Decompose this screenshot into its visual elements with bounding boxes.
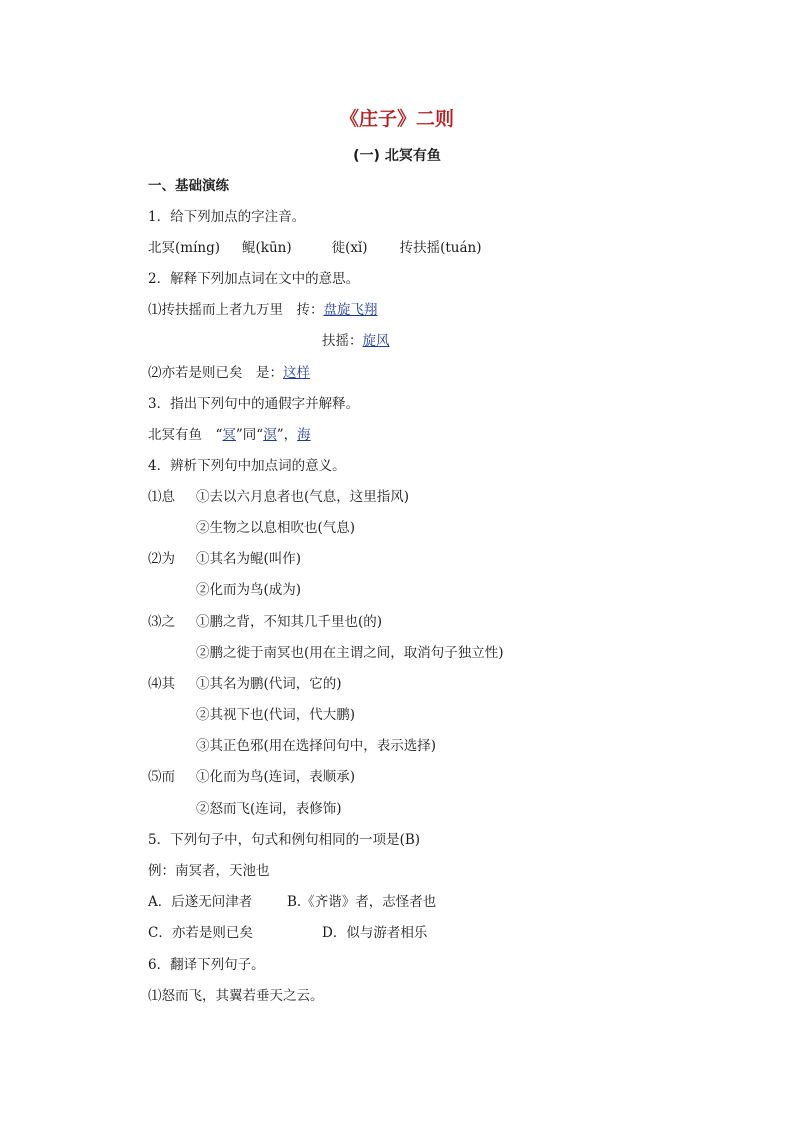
pinyin-item: 徙(xǐ) xyxy=(331,240,368,256)
question-5-example: 例：南冥者，天池也 xyxy=(148,863,270,879)
q4-group-label: ⑶之 xyxy=(148,614,175,630)
pinyin-item: 抟扶摇(tuán) xyxy=(399,240,482,256)
question-2-item-2 xyxy=(148,363,310,383)
q4-item: ②其视下也(代词，代大鹏) xyxy=(196,707,356,723)
option-b: B.《齐谐》者，志怪者也 xyxy=(287,894,437,910)
item-text: ”， xyxy=(276,427,298,443)
option-c: C．亦若是则已矣 xyxy=(148,925,253,941)
q4-item: ②化而为鸟(成为) xyxy=(196,582,302,598)
question-3-answer xyxy=(148,425,311,445)
document-title: 《庄子》二则 xyxy=(339,108,454,130)
q4-item: ②鹏之徙于南冥也(用在主谓之间，取消句子独立性) xyxy=(196,645,504,661)
answer-text: 海 xyxy=(297,427,311,443)
question-2-stem: 2．解释下列加点词在文中的意思。 xyxy=(148,271,360,287)
item-text: ”同“ xyxy=(235,427,264,443)
document-subtitle: (一) 北冥有鱼 xyxy=(353,148,441,164)
answer-text: 盘旋飞翔 xyxy=(323,302,378,318)
pinyin-item: 鲲(kūn) xyxy=(242,240,292,256)
question-2-item-1 xyxy=(148,300,378,320)
item-text: 扶摇： xyxy=(322,333,363,349)
question-3-stem: 3．指出下列句中的通假字并解释。 xyxy=(148,396,360,412)
question-2-item-1b xyxy=(322,331,390,351)
q4-group-label: ⑸而 xyxy=(148,769,175,785)
answer-text: 溟 xyxy=(263,427,277,443)
q4-group-label: ⑴息 xyxy=(148,489,175,505)
answer-text: 这样 xyxy=(283,365,310,381)
q4-item: ①化而为鸟(连词，表顺承) xyxy=(196,769,356,785)
question-1-stem: 1．给下列加点的字注音。 xyxy=(148,209,306,225)
option-d: D．似与游者相乐 xyxy=(322,925,428,941)
q4-item: ①鹏之背，不知其几千里也(的) xyxy=(196,614,383,630)
item-text: ⑵亦若是则已矣 是： xyxy=(148,365,283,381)
q4-item: ②生物之以息相吹也(气息) xyxy=(196,520,356,536)
q4-item: ①去以六月息者也(气息，这里指风) xyxy=(196,489,410,505)
option-a: A．后遂无问津者 xyxy=(148,894,253,910)
q4-item: ②怒而飞(连词，表修饰) xyxy=(196,801,342,817)
q4-group-label: ⑷其 xyxy=(148,676,175,692)
item-text: ⑴抟扶摇而上者九万里 抟： xyxy=(148,302,324,318)
question-4-stem: 4．辨析下列句中加点词的意义。 xyxy=(148,458,346,474)
section-heading: 一、基础演练 xyxy=(148,178,229,194)
q4-item: ①其名为鲲(叫作) xyxy=(196,551,302,567)
q4-item: ③其正色邪(用在选择问句中，表示选择) xyxy=(196,738,437,754)
answer-text: 旋风 xyxy=(362,333,390,349)
q4-group-label: ⑵为 xyxy=(148,551,175,567)
question-5-stem: 5．下列句子中，句式和例句相同的一项是(B) xyxy=(148,832,421,848)
answer-text: 冥 xyxy=(222,427,236,443)
item-text: 北冥有鱼 “ xyxy=(148,427,223,443)
q4-item: ①其名为鹏(代词，它的) xyxy=(196,676,342,692)
question-6-stem: 6．翻译下列句子。 xyxy=(148,957,265,973)
question-1-items xyxy=(148,238,481,258)
question-6-item-1: ⑴怒而飞，其翼若垂天之云。 xyxy=(148,988,324,1004)
pinyin-item: 北冥(míng) xyxy=(148,240,220,256)
